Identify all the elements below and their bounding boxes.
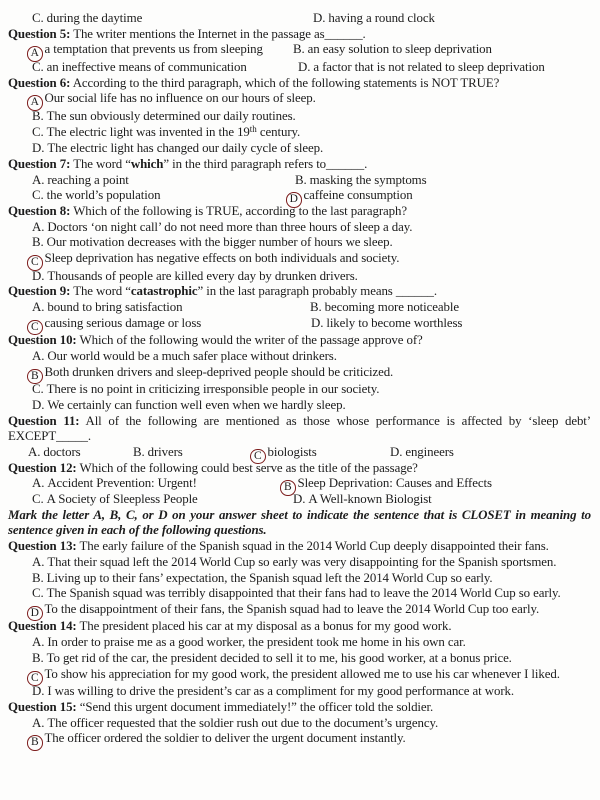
- answer-option: [298, 60, 545, 76]
- option-letter: D.: [298, 59, 311, 74]
- text-segment: To get rid of the car, the president decided to sell it to me, his good worker, at a bonus price.: [46, 650, 512, 665]
- answer-circle: C: [27, 255, 43, 271]
- text-segment: reaching a point: [47, 172, 129, 187]
- answer-option: [8, 684, 591, 700]
- text-segment: The word “: [73, 156, 131, 171]
- question-block: [8, 204, 591, 220]
- text-segment: To the disappointment of their fans, the Spanish squad had to leave the 2014 World Cup too early.: [44, 601, 540, 616]
- text-segment: The president placed his car at my disposal as a bonus for my good work.: [79, 619, 452, 634]
- answer-option: [8, 555, 591, 571]
- option-letter: A.: [28, 444, 41, 459]
- text-segment: A Well-known Biologist: [308, 492, 432, 507]
- answer-option: [8, 220, 591, 236]
- answer-option: [8, 382, 591, 398]
- answer-option: [8, 731, 591, 749]
- answer-option-row: [8, 476, 591, 492]
- question-label: Question 6:: [8, 75, 71, 90]
- answer-option: [8, 251, 591, 269]
- text-segment: That their squad left the 2014 World Cup so early was very disappointing for the Spanish sportsmen.: [47, 554, 557, 569]
- answer-option: [8, 716, 591, 732]
- option-letter: B.: [293, 42, 305, 57]
- option-letter: C.: [32, 492, 44, 507]
- text-segment: which: [130, 156, 164, 171]
- answer-option-row: [8, 445, 591, 461]
- text-segment: an ineffective means of communication: [46, 59, 247, 74]
- question-block: [8, 27, 591, 43]
- text-segment: century.: [256, 124, 301, 139]
- question-label: Question 5:: [8, 26, 71, 41]
- answer-option-row: [8, 492, 591, 508]
- text-segment: Both drunken drivers and sleep-deprived people should be criticized.: [44, 364, 394, 379]
- option-letter: C.: [32, 188, 44, 203]
- text-segment: becoming more noticeable: [324, 300, 459, 315]
- answer-option-row: [8, 300, 591, 316]
- text-segment: catastrophic: [130, 284, 198, 299]
- text-segment: biologists: [267, 444, 317, 459]
- text-segment: Mark the letter A, B, C, or D on your answer sheet to indicate the sentence that is CLOSET in meaning to sentence given in each of the following questions.: [8, 507, 591, 538]
- answer-option: [30, 315, 202, 333]
- answer-option: [255, 445, 317, 463]
- answer-circle: D: [27, 606, 43, 622]
- option-letter: D.: [32, 397, 45, 412]
- question-label: Question 11:: [8, 413, 80, 428]
- answer-option-row: [8, 188, 591, 204]
- text-segment: Doctors ‘on night call’ do not need more than three hours of sleep a day.: [47, 219, 413, 234]
- question-label: Question 15:: [8, 699, 77, 714]
- answer-circle: A: [27, 46, 43, 62]
- section-instruction: [8, 508, 591, 539]
- option-letter: D.: [293, 492, 306, 507]
- answer-circle: B: [27, 735, 43, 751]
- answer-option: [32, 492, 198, 506]
- option-letter: D.: [390, 444, 403, 459]
- text-segment: a factor that is not related to sleep deprivation: [313, 59, 545, 74]
- answer-option-row: [8, 11, 591, 27]
- text-segment: Our motivation decreases with the bigger number of hours we sleep.: [46, 235, 393, 250]
- answer-option: [28, 445, 81, 461]
- answer-option: [291, 188, 413, 206]
- text-segment: The officer requested that the soldier rush out due to the document’s urgency.: [47, 715, 439, 730]
- text-segment: ” in the third paragraph refers to______.: [163, 156, 368, 171]
- answer-option: [8, 109, 591, 125]
- option-letter: C.: [32, 11, 44, 25]
- answer-option-row: [8, 316, 591, 334]
- question-block: [8, 700, 591, 716]
- question-block: [8, 414, 591, 445]
- text-segment: The electric light was invented in the 19: [46, 124, 250, 139]
- answer-option: [313, 11, 435, 27]
- answer-option-row: [8, 60, 591, 76]
- question-block: [8, 619, 591, 635]
- question-label: Question 13:: [8, 539, 77, 554]
- answer-circle: B: [27, 369, 43, 385]
- answer-option: [8, 571, 591, 587]
- answer-option: [8, 586, 591, 602]
- text-segment: Living up to their fans’ expectation, the Spanish squad left the 2014 World Cup so early.: [46, 570, 493, 585]
- text-segment: caffeine consumption: [303, 188, 413, 203]
- question-label: Question 7:: [8, 156, 71, 171]
- answer-circle: C: [27, 320, 43, 336]
- text-segment: The electric light has changed our daily cycle of sleep.: [47, 141, 324, 156]
- answer-option: [8, 349, 591, 365]
- text-segment: The writer mentions the Internet in the passage as______.: [73, 26, 366, 41]
- text-segment: Thousands of people are killed every day by drunken drivers.: [47, 268, 358, 283]
- text-segment: We certainly can function well even when we hardly sleep.: [47, 397, 346, 412]
- answer-option: [8, 269, 591, 285]
- option-letter: C.: [32, 124, 44, 139]
- answer-option: [8, 667, 591, 685]
- answer-option-row: [8, 42, 591, 60]
- answer-option: [8, 125, 591, 142]
- question-block: [8, 157, 591, 173]
- question-label: Question 8:: [8, 204, 71, 219]
- option-letter: B.: [310, 300, 322, 315]
- answer-option: [32, 60, 247, 74]
- answer-option: [8, 91, 591, 109]
- text-segment: All of the following are mentioned as those whose performance is affected by ‘sleep debt’ EXCEPT_____.: [8, 413, 591, 444]
- answer-option-row: [8, 173, 591, 189]
- answer-circle: C: [250, 449, 266, 465]
- answer-option: [390, 445, 454, 461]
- option-letter: C.: [32, 586, 44, 601]
- text-segment: engineers: [405, 444, 454, 459]
- answer-option: [8, 635, 591, 651]
- option-letter: B.: [32, 108, 44, 123]
- option-letter: A.: [32, 635, 45, 650]
- question-label: Question 9:: [8, 284, 71, 299]
- text-segment: The early failure of the Spanish squad in the 2014 World Cup deeply disappointed their fans.: [79, 539, 549, 554]
- answer-option: [310, 300, 459, 316]
- text-segment: drivers: [147, 444, 183, 459]
- text-segment: Sleep deprivation has negative effects on both individuals and society.: [44, 251, 400, 266]
- text-segment: bound to bring satisfaction: [47, 300, 183, 315]
- text-segment: The Spanish squad was terribly disappointed that their fans had to leave the 2014 World Cup so early.: [46, 586, 561, 601]
- answer-option: [311, 316, 462, 332]
- question-label: Question 12:: [8, 460, 77, 475]
- option-letter: A.: [32, 219, 45, 234]
- option-letter: A.: [32, 348, 45, 363]
- text-segment: an easy solution to sleep deprivation: [307, 42, 492, 57]
- question-label: Question 10:: [8, 333, 77, 348]
- answer-option: [293, 42, 492, 58]
- option-letter: D.: [32, 268, 45, 283]
- answer-option: [32, 300, 182, 314]
- answer-option: [8, 141, 591, 157]
- option-letter: D.: [313, 11, 326, 25]
- option-letter: A.: [32, 715, 45, 730]
- text-segment: Our world would be a much safer place without drinkers.: [47, 348, 337, 363]
- text-segment: “Send this urgent document immediately!” the officer told the soldier.: [79, 699, 434, 714]
- answer-option: [8, 602, 591, 620]
- text-segment: The sun obviously determined our daily routines.: [46, 108, 296, 123]
- option-letter: B.: [133, 444, 145, 459]
- option-letter: B.: [32, 650, 44, 665]
- text-segment: A Society of Sleepless People: [46, 492, 198, 507]
- answer-circle: B: [280, 480, 296, 496]
- text-segment: Sleep Deprivation: Causes and Effects: [297, 476, 492, 491]
- text-segment: According to the third paragraph, which of the following statements is NOT TRUE?: [72, 75, 500, 90]
- answer-circle: C: [27, 671, 43, 687]
- text-segment: Which of the following is TRUE, according to the last paragraph?: [73, 204, 407, 219]
- option-letter: D.: [32, 141, 45, 156]
- answer-option: [8, 365, 591, 383]
- answer-option: [8, 235, 591, 251]
- text-segment: Which of the following could best serve as the title of the passage?: [79, 460, 418, 475]
- option-letter: D.: [311, 315, 324, 330]
- text-segment: In order to praise me as a good worker, the president took me home in his own car.: [47, 635, 466, 650]
- option-letter: C.: [32, 382, 44, 397]
- question-block: [8, 539, 591, 555]
- question-block: [8, 333, 591, 349]
- answer-option: [295, 173, 427, 189]
- answer-circle: D: [286, 192, 302, 208]
- answer-option: [32, 476, 197, 490]
- text-segment: There is no point in criticizing irresponsible people in our society.: [46, 382, 380, 397]
- option-letter: C.: [32, 59, 44, 74]
- option-letter: A.: [32, 300, 45, 315]
- text-segment: having a round clock: [328, 11, 435, 25]
- text-segment: masking the symptoms: [309, 172, 427, 187]
- answer-option: [8, 398, 591, 414]
- text-segment: the world’s population: [46, 188, 161, 203]
- text-segment: causing serious damage or loss: [44, 315, 202, 330]
- text-segment: doctors: [43, 444, 81, 459]
- text-segment: likely to become worthless: [326, 315, 463, 330]
- answer-option: [8, 651, 591, 667]
- text-segment: Which of the following would the writer of the passage approve of?: [79, 333, 423, 348]
- question-label: Question 14:: [8, 619, 77, 634]
- option-letter: D.: [32, 684, 45, 699]
- option-letter: A.: [32, 554, 45, 569]
- option-letter: B.: [295, 172, 307, 187]
- question-block: [8, 461, 591, 477]
- answer-option: [32, 173, 129, 187]
- option-letter: B.: [32, 235, 44, 250]
- option-letter: B.: [32, 570, 44, 585]
- text-segment: To show his appreciation for my good work, the president allowed me to use his car whenever I liked.: [44, 666, 560, 681]
- answer-option: [32, 188, 160, 202]
- text-segment: The officer ordered the soldier to deliver the urgent document instantly.: [44, 731, 406, 746]
- text-segment: th: [249, 123, 257, 134]
- answer-option: [32, 11, 142, 25]
- answer-option: [133, 445, 183, 461]
- option-letter: A.: [32, 476, 45, 491]
- text-segment: a temptation that prevents us from sleeping: [44, 42, 263, 57]
- text-segment: Our social life has no influence on our hours of sleep.: [44, 91, 316, 106]
- text-segment: ” in the last paragraph probably means ______.: [197, 284, 438, 299]
- question-block: [8, 76, 591, 92]
- option-letter: A.: [32, 172, 45, 187]
- text-segment: I was willing to drive the president’s car as a compliment for my good performance at work.: [47, 684, 514, 699]
- question-block: [8, 284, 591, 300]
- text-segment: during the daytime: [46, 11, 143, 25]
- text-segment: The word “: [73, 284, 131, 299]
- answer-option: [30, 42, 263, 60]
- answer-circle: A: [27, 95, 43, 111]
- answer-option: [293, 492, 432, 508]
- text-segment: Accident Prevention: Urgent!: [47, 476, 197, 491]
